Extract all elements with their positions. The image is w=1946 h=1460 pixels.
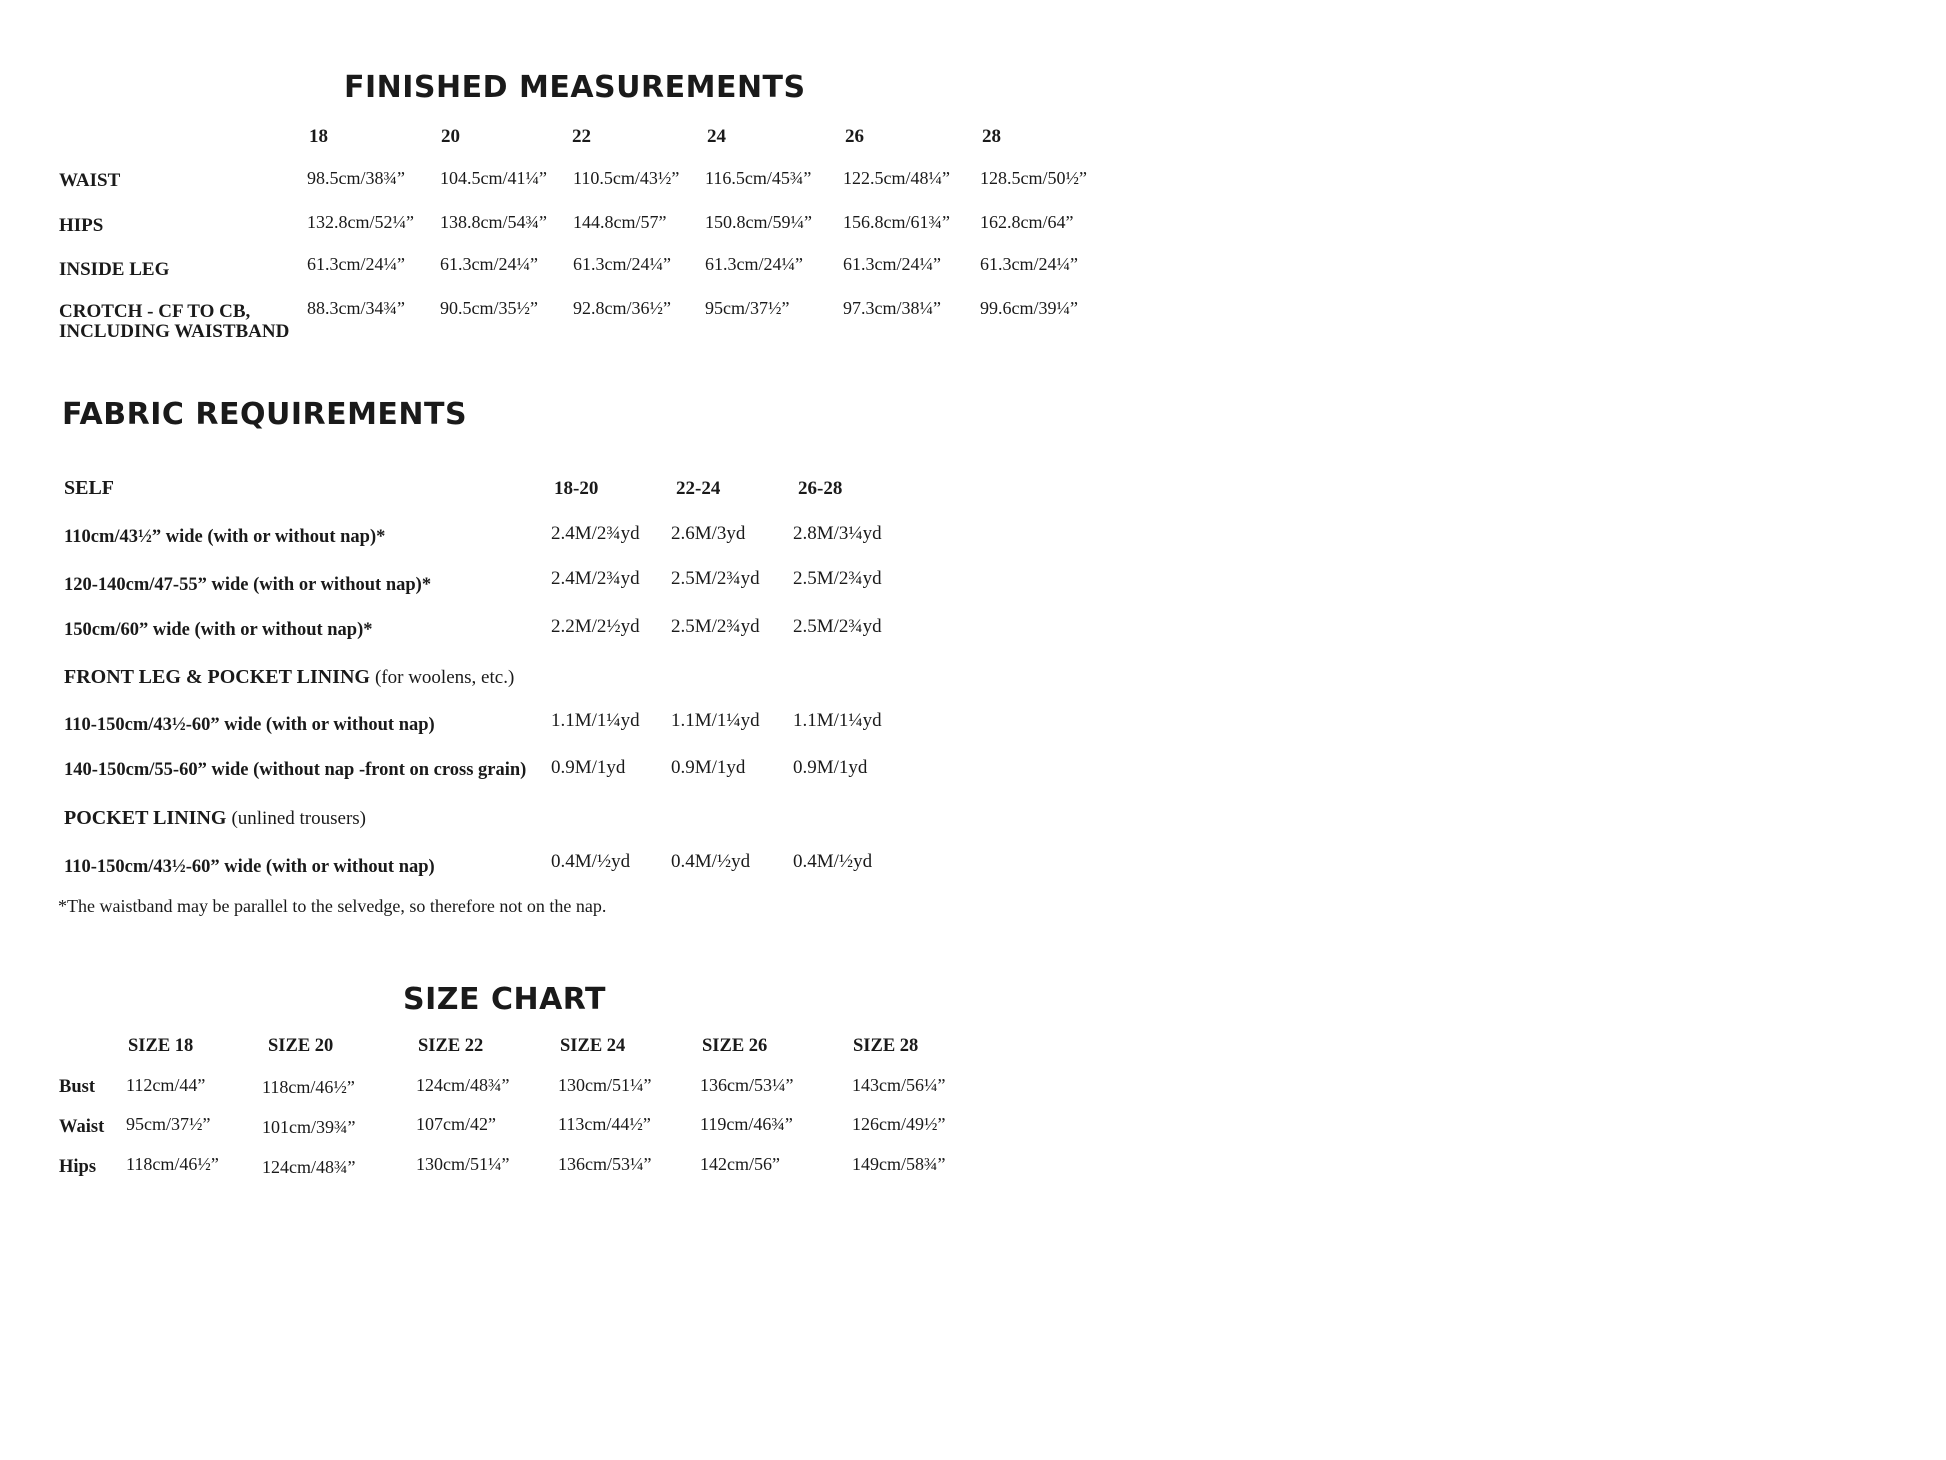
- table-cell: 61.3cm/24¼”: [705, 254, 803, 274]
- finished-measurements-title: FINISHED MEASUREMENTS: [344, 70, 806, 105]
- table-cell: 110.5cm/43½”: [573, 168, 680, 188]
- table-cell: 92.8cm/36½”: [573, 298, 671, 318]
- table-cell: 90.5cm/35½”: [440, 298, 538, 318]
- fabric-cell: 2.5M/2¾yd: [671, 616, 760, 637]
- fabric-size-col-22-24: 22-24: [676, 478, 721, 499]
- size-chart-cell: 130cm/51¼”: [416, 1154, 510, 1174]
- size-chart-col-28: SIZE 28: [853, 1036, 919, 1056]
- pocket-lining-note: (unlined trousers): [231, 808, 367, 829]
- table-cell: 138.8cm/54¾”: [440, 212, 547, 232]
- size-chart-cell: 101cm/39¾”: [262, 1117, 356, 1137]
- size-col-26: 26: [845, 126, 864, 147]
- table-cell: 162.8cm/64”: [980, 212, 1074, 232]
- table-cell: 144.8cm/57”: [573, 212, 667, 232]
- table-cell: 88.3cm/34¾”: [307, 298, 405, 318]
- size-chart-cell: 124cm/48¾”: [262, 1157, 356, 1177]
- fabric-cell: 0.9M/1yd: [671, 757, 746, 778]
- table-cell: 116.5cm/45¾”: [705, 168, 812, 188]
- fabric-cell: 2.4M/2¾yd: [551, 523, 640, 544]
- size-chart-row-bust: Bust: [59, 1077, 95, 1097]
- table-cell: 97.3cm/38¼”: [843, 298, 941, 318]
- fabric-row-label: 110-150cm/43½-60” wide (with or without nap): [64, 715, 435, 735]
- fabric-row-label: 150cm/60” wide (with or without nap)*: [64, 620, 373, 640]
- table-cell: 132.8cm/52¼”: [307, 212, 414, 232]
- row-label-inside-leg: INSIDE LEG: [59, 259, 170, 280]
- size-chart-cell: 130cm/51¼”: [558, 1075, 652, 1095]
- size-chart-row-waist: Waist: [59, 1117, 105, 1137]
- fabric-cell: 0.9M/1yd: [551, 757, 626, 778]
- row-label-crotch-line2: INCLUDING WAISTBAND: [59, 321, 290, 342]
- table-cell: 99.6cm/39¼”: [980, 298, 1078, 318]
- size-chart-col-24: SIZE 24: [560, 1036, 626, 1056]
- size-chart-cell: 124cm/48¾”: [416, 1075, 510, 1095]
- fabric-requirements-title: FABRIC REQUIREMENTS: [62, 397, 468, 432]
- front-leg-note: (for woolens, etc.): [374, 667, 515, 688]
- table-cell: 61.3cm/24¼”: [573, 254, 671, 274]
- size-chart-title: SIZE CHART: [403, 982, 607, 1017]
- table-cell: 150.8cm/59¼”: [705, 212, 812, 232]
- size-chart-cell: 113cm/44½”: [558, 1114, 651, 1134]
- table-cell: 128.5cm/50½”: [980, 168, 1087, 188]
- size-chart-cell: 136cm/53¼”: [700, 1075, 794, 1095]
- size-chart-cell: 119cm/46¾”: [700, 1114, 793, 1134]
- fabric-cell: 1.1M/1¼yd: [793, 710, 882, 731]
- size-chart-cell: 136cm/53¼”: [558, 1154, 652, 1174]
- size-chart-cell: 95cm/37½”: [126, 1114, 211, 1134]
- fabric-cell: 2.5M/2¾yd: [793, 616, 882, 637]
- size-chart-cell: 107cm/42”: [416, 1114, 496, 1134]
- fabric-row-label: 140-150cm/55-60” wide (without nap -front on cross grain): [64, 760, 527, 780]
- self-label: SELF: [64, 477, 115, 499]
- fabric-cell: 2.5M/2¾yd: [793, 568, 882, 589]
- pocket-lining-label: POCKET LINING (unlined trousers): [64, 807, 367, 829]
- size-col-24: 24: [707, 126, 726, 147]
- fabric-cell: 0.4M/½yd: [793, 851, 873, 872]
- table-cell: 61.3cm/24¼”: [843, 254, 941, 274]
- fabric-footnote: *The waistband may be parallel to the selvedge, so therefore not on the nap.: [58, 896, 607, 916]
- size-chart-col-22: SIZE 22: [418, 1036, 484, 1056]
- table-cell: 156.8cm/61¾”: [843, 212, 950, 232]
- table-cell: 61.3cm/24¼”: [307, 254, 405, 274]
- fabric-cell: 0.9M/1yd: [793, 757, 868, 778]
- fabric-row-label: 110cm/43½” wide (with or without nap)*: [64, 527, 386, 547]
- table-cell: 98.5cm/38¾”: [307, 168, 405, 188]
- size-chart-cell: 143cm/56¼”: [852, 1075, 946, 1095]
- size-chart-col-20: SIZE 20: [268, 1036, 334, 1056]
- row-label-waist: WAIST: [59, 170, 121, 191]
- row-label-hips: HIPS: [59, 215, 104, 236]
- size-chart-cell: 149cm/58¾”: [852, 1154, 946, 1174]
- fabric-cell: 0.4M/½yd: [671, 851, 751, 872]
- size-col-22: 22: [572, 126, 591, 147]
- fabric-row-label: 120-140cm/47-55” wide (with or without nap)*: [64, 575, 432, 595]
- fabric-cell: 2.5M/2¾yd: [671, 568, 760, 589]
- fabric-cell: 2.8M/3¼yd: [793, 523, 882, 544]
- size-chart-cell: 118cm/46½”: [262, 1077, 355, 1097]
- row-label-crotch: CROTCH - CF TO CB,: [59, 301, 251, 322]
- size-col-28: 28: [982, 126, 1001, 147]
- front-leg-label: FRONT LEG & POCKET LINING (for woolens, etc.): [64, 666, 515, 688]
- size-chart-cell: 118cm/46½”: [126, 1154, 219, 1174]
- table-cell: 104.5cm/41¼”: [440, 168, 547, 188]
- fabric-cell: 2.2M/2½yd: [551, 616, 640, 637]
- table-cell: 122.5cm/48¼”: [843, 168, 950, 188]
- size-chart-row-hips: Hips: [59, 1157, 97, 1177]
- size-col-20: 20: [441, 126, 460, 147]
- fabric-row-label: 110-150cm/43½-60” wide (with or without nap): [64, 857, 435, 877]
- size-col-18: 18: [309, 126, 328, 147]
- fabric-cell: 1.1M/1¼yd: [671, 710, 760, 731]
- fabric-cell: 1.1M/1¼yd: [551, 710, 640, 731]
- fabric-size-col-26-28: 26-28: [798, 478, 843, 499]
- table-cell: 95cm/37½”: [705, 298, 790, 318]
- fabric-cell: 2.6M/3yd: [671, 523, 746, 544]
- size-chart-cell: 142cm/56”: [700, 1154, 780, 1174]
- fabric-cell: 0.4M/½yd: [551, 851, 631, 872]
- size-chart-col-26: SIZE 26: [702, 1036, 768, 1056]
- table-cell: 61.3cm/24¼”: [440, 254, 538, 274]
- size-chart-cell: 112cm/44”: [126, 1075, 206, 1095]
- size-chart-col-18: SIZE 18: [128, 1036, 194, 1056]
- fabric-cell: 2.4M/2¾yd: [551, 568, 640, 589]
- size-chart-cell: 126cm/49½”: [852, 1114, 946, 1134]
- fabric-size-col-18-20: 18-20: [554, 478, 599, 499]
- table-cell: 61.3cm/24¼”: [980, 254, 1078, 274]
